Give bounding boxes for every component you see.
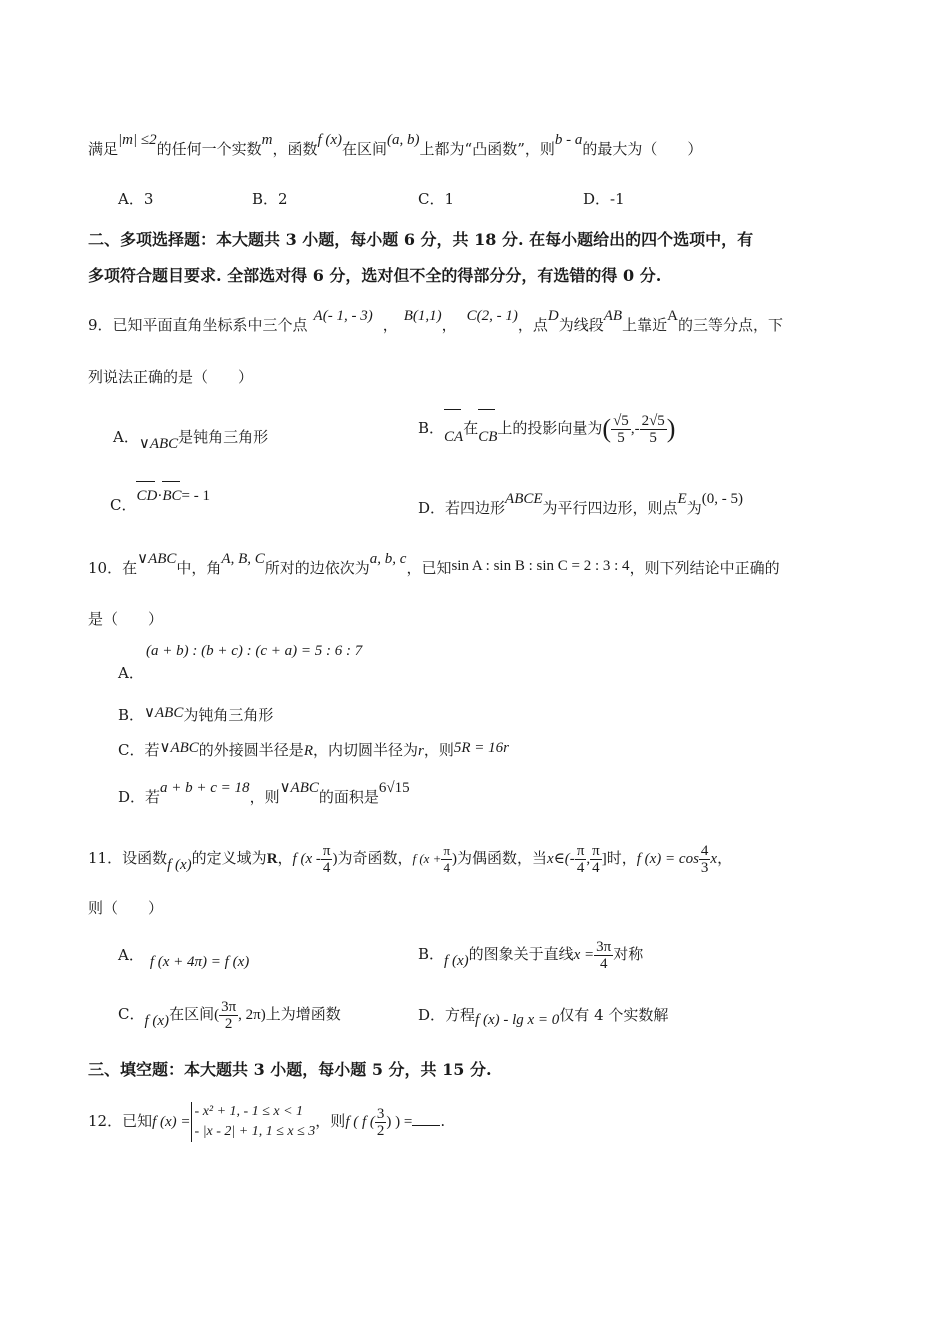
q11-bracket: ] — [601, 851, 607, 867]
q11-c-paren: ( — [214, 1007, 220, 1023]
q9-b-label: B． — [418, 419, 445, 437]
q9-b-sep: ,- — [630, 421, 640, 437]
q9-c-vector-bc: BC — [162, 485, 181, 507]
q8-option-c: C．1 — [418, 190, 455, 208]
q11-d-text: 仅有 4 个实数解 — [559, 1006, 669, 1024]
q12-text: 12．已知 — [88, 1112, 153, 1130]
q11-b-x: x = — [573, 947, 595, 963]
q10-text: 所对的边依次为 — [264, 559, 370, 577]
q9-option-d — [418, 491, 743, 520]
q8-text: 的任何一个实数 — [156, 140, 262, 158]
q9-text: ， — [382, 316, 398, 334]
q11-c-num: 3π — [221, 998, 237, 1015]
q11-option-a — [118, 944, 250, 970]
q9-b-text: 在 — [463, 419, 479, 437]
q8-option-d: D．-1 — [583, 190, 625, 208]
q8-text: 的最大为（ ） — [582, 140, 703, 158]
q11-frac-num: 4 — [700, 842, 709, 859]
q10-b-label: B． — [118, 706, 145, 724]
q10-c-var-r: r — [418, 743, 424, 759]
q11-frac-den: 3 — [700, 859, 709, 876]
q10-d-text: ，则 — [249, 788, 280, 806]
q11-text: 为偶函数，当 — [457, 849, 548, 867]
q9-d-text: 为平行四边形，则点 — [542, 499, 678, 517]
q9-text: 9．已知平面直角坐标系中三个点 — [88, 316, 308, 334]
q11-b-text: 对称 — [613, 945, 644, 963]
q11-d-expr: f (x) - lg x = 0 — [475, 1012, 560, 1028]
q8-option-a: A．3 — [118, 190, 154, 208]
q8-b-minus-a: b - a — [554, 132, 583, 148]
q10-c-text: ，则 — [423, 741, 454, 759]
q11-text: 时， — [606, 849, 637, 867]
q11-d-label: D．方程 — [418, 1006, 476, 1024]
q12-text: ，则 — [315, 1112, 346, 1130]
q10-c-text: 的外接圆半径是 — [198, 741, 304, 759]
q11-c-label: C． — [118, 1005, 145, 1023]
q9-option-a — [113, 426, 269, 452]
q10-d-eq: a + b + c = 18 — [160, 780, 250, 796]
q8-text: 上都为“凸函数”，则 — [419, 140, 555, 158]
q10-sine-ratio: sin A : sin B : sin C = 2 : 3 : 4 — [451, 558, 630, 574]
q11-stem — [88, 838, 732, 879]
q9-stem-line2: 列说法正确的是（ ） — [88, 368, 254, 386]
q9-point-a: A(- 1, - 3) — [313, 308, 373, 324]
q9-b-frac1-num: √5 — [613, 412, 629, 429]
q10-c-triangle: ∨ABC — [159, 740, 199, 756]
q8-interval: (a, b) — [387, 132, 420, 148]
q9-text: ，点 — [517, 316, 548, 334]
q12-stem — [88, 1096, 445, 1147]
q9-c-label: C． — [110, 496, 137, 514]
q9-b-frac2-num: 2√5 — [641, 412, 665, 429]
q12-num: 3 — [376, 1105, 385, 1122]
q10-c-text: ，内切圆半径为 — [312, 741, 418, 759]
q11-text: 11．设函数 — [88, 849, 168, 867]
q10-option-c — [118, 739, 509, 762]
q10-stem — [88, 551, 780, 580]
q11-paren: ) — [452, 851, 458, 867]
q9-b-text: 上的投影向量为 — [497, 419, 603, 437]
q9-a-text: 是钝角三角形 — [178, 428, 269, 446]
q11-f-def: f (x) = cos — [636, 851, 699, 867]
q10-a-expr: (a + b) : (b + c) : (c + a) = 5 : 6 : 7 — [146, 643, 363, 659]
q11-pi: π — [443, 842, 451, 858]
q9-segment-ab: AB — [603, 308, 623, 324]
q11-pi: π — [322, 842, 331, 859]
q11-four: 4 — [576, 859, 585, 876]
q11-f2: f (x + — [412, 851, 442, 866]
q10-text: ，已知 — [406, 559, 452, 577]
q11-b-text: 的图象关于直线 — [468, 945, 574, 963]
q8-fx: f (x) — [317, 132, 343, 148]
q11-a-label: A． — [118, 946, 144, 964]
q11-c-text: 上为增函数 — [265, 1005, 341, 1023]
q11-four: 4 — [322, 859, 331, 876]
q11-x-in: x∈(- — [547, 851, 575, 867]
q10-option-a — [118, 640, 362, 684]
q12-case1: - x² + 1, - 1 ≤ x < 1 — [194, 1104, 304, 1119]
q11-comma: , — [586, 851, 591, 867]
q8-line — [88, 132, 703, 161]
q9-c-dot: · — [157, 488, 163, 504]
q9-b-frac2-den: 5 — [649, 429, 657, 446]
q8-option-b: B．2 — [252, 190, 288, 208]
q12-answer-blank[interactable] — [412, 1125, 440, 1126]
q10-stem-line2: 是（ ） — [88, 610, 164, 628]
q9-b-frac1-den: 5 — [617, 429, 625, 446]
q11-four: 4 — [443, 859, 450, 875]
q11-b-fx: f (x) — [444, 953, 469, 969]
q9-d-quad: ABCE — [505, 491, 543, 507]
q10-text: 10．在 — [88, 559, 138, 577]
q9-b-vector-cb: CB — [478, 413, 497, 461]
q11-f1: f (x - — [292, 851, 321, 867]
q11-pi: π — [592, 842, 600, 859]
q11-c-text: 在区间 — [169, 1005, 215, 1023]
q10-sides: a, b, c — [369, 551, 407, 567]
q12-case2: - |x - 2| + 1, 1 ≤ x ≤ 3 — [194, 1124, 316, 1139]
q10-a-label: A． — [118, 664, 144, 682]
q11-reals: R — [266, 851, 278, 867]
q10-d-text: 的面积是 — [318, 788, 379, 806]
q10-d-area: 6√15 — [378, 780, 410, 796]
q11-b-label: B． — [418, 945, 445, 963]
q9-point-b: B(1,1) — [403, 308, 442, 324]
q11-b-den: 4 — [599, 955, 608, 972]
q11-text: ， — [277, 849, 293, 867]
q8-text: 满足 — [88, 140, 119, 158]
q10-c-label: C．若 — [118, 741, 160, 759]
q11-option-b — [418, 932, 643, 977]
q9-b-vector-ca: CA — [444, 413, 463, 461]
q11-pi: π — [576, 842, 585, 859]
q9-text: 为线段 — [558, 316, 604, 334]
q11-option-c — [118, 992, 341, 1037]
q9-text: ， — [441, 316, 457, 334]
q9-d-point-e: E — [677, 491, 687, 507]
q11-stem-line2: 则（ ） — [88, 899, 164, 917]
q10-c-var-r-big: R — [303, 743, 313, 759]
q11-text: ， — [717, 849, 733, 867]
q9-c-vector-cd: CD — [136, 485, 157, 507]
q10-option-d — [118, 780, 410, 809]
q11-x: x — [710, 851, 718, 867]
q11-a-expr: f (x + 4π) = f (x) — [149, 954, 250, 970]
q9-a-triangle: ∨ABC — [138, 436, 179, 452]
q9-d-text: 为 — [686, 499, 702, 517]
q11-fx: f (x) — [167, 857, 192, 873]
q12-nested-f: f ( f ( — [345, 1114, 375, 1130]
section2-heading-line1: 二、多项选择题：本大题共 3 小题，每小题 6 分，共 18 分. 在每小题给出的四个选项中，有 — [88, 230, 754, 249]
q9-point-a-ref: A — [667, 308, 678, 324]
q11-text: 为奇函数， — [337, 849, 413, 867]
section3-heading: 三、填空题：本大题共 3 小题，每小题 5 分，共 15 分. — [88, 1060, 492, 1079]
q9-option-b: B．CA在CB上的投影向量为( $\frac{√5}{5}$ ,- $\frac{2√5}{5}$ ) — [418, 404, 675, 453]
q9-option-c — [110, 488, 210, 517]
q10-angles: A, B, C — [221, 551, 265, 567]
q9-stem — [88, 308, 783, 337]
q10-c-eq: 5R = 16r — [453, 740, 509, 756]
q10-text: 中，角 — [176, 559, 222, 577]
q8-text: 在区间 — [342, 140, 388, 158]
q10-option-b — [118, 704, 273, 727]
q11-four: 4 — [592, 859, 600, 876]
q12-den: 2 — [376, 1122, 385, 1139]
q12-close: ) ) = — [386, 1114, 413, 1130]
q10-d-triangle: ∨ABC — [279, 780, 319, 796]
q9-text: 的三等分点，下 — [677, 316, 783, 334]
section2-heading-line2: 多项符合题目要求. 全部选对得 6 分，选对但不全的得部分分，有选错的得 0 分. — [88, 266, 662, 285]
q9-d-label: D．若四边形 — [418, 499, 506, 517]
q9-c-eq: = - 1 — [181, 488, 210, 504]
q11-c-fx: f (x) — [144, 1013, 170, 1029]
q8-text: ，函数 — [272, 140, 318, 158]
q10-b-text: 为钝角三角形 — [183, 706, 274, 724]
q11-c-den: 2 — [224, 1015, 233, 1032]
q12-period: . — [440, 1112, 446, 1130]
q11-text: 的定义域为 — [191, 849, 267, 867]
q9-point-c: C(2, - 1) — [466, 308, 518, 324]
q9-d-point: (0, - 5) — [701, 491, 743, 507]
q11-b-num: 3π — [596, 938, 612, 955]
q10-text: ，则下列结论中正确的 — [629, 559, 780, 577]
q8-condition: |m| ≤2 — [118, 132, 157, 148]
q9-a-label: A． — [113, 428, 139, 446]
q11-paren: ) — [332, 851, 338, 867]
q10-d-label: D．若 — [118, 788, 161, 806]
q9-text: 上靠近 — [622, 316, 668, 334]
q8-var-m: m — [261, 132, 273, 148]
q10-triangle: ∨ABC — [137, 551, 177, 567]
q11-c-rest: , 2π) — [238, 1007, 266, 1023]
q9-point-d: D — [547, 308, 559, 324]
q12-fx: f (x) = — [152, 1114, 191, 1130]
q10-b-triangle: ∨ABC — [144, 705, 184, 721]
q11-option-d — [418, 1004, 668, 1027]
